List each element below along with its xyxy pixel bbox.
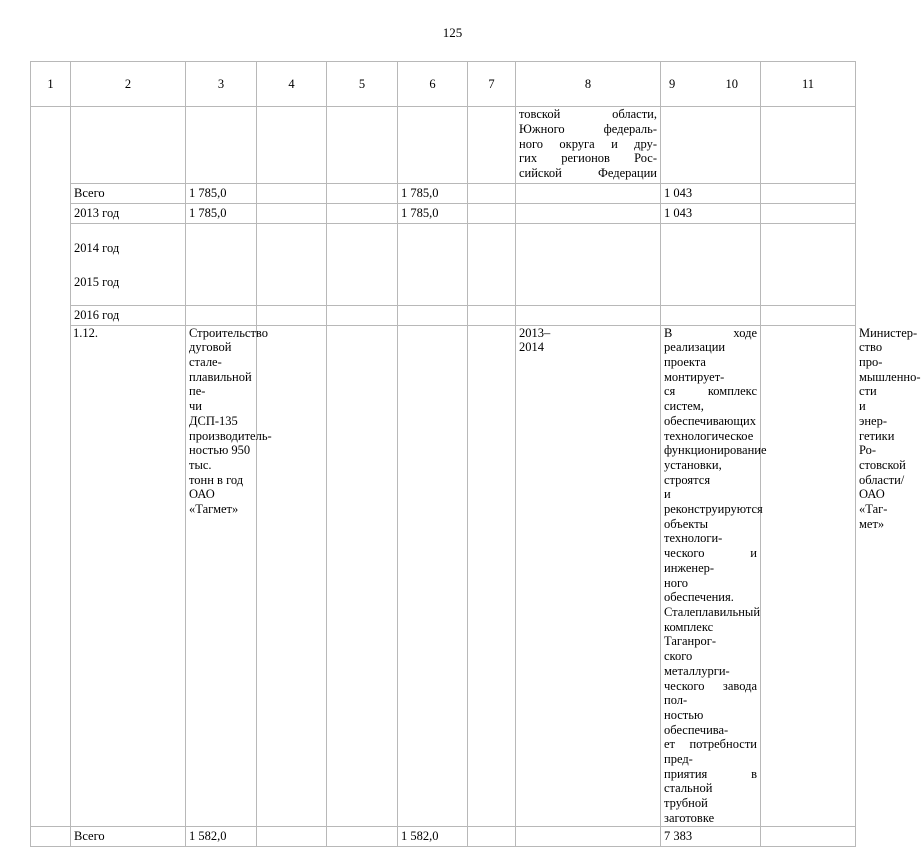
cell <box>71 107 186 184</box>
header-cell: 11 <box>761 62 856 107</box>
header-cell: 3 <box>186 62 257 107</box>
cell <box>468 224 516 306</box>
item-period: 2013– 2014 <box>516 325 661 826</box>
cell <box>468 184 516 204</box>
cell <box>327 184 398 204</box>
cell <box>761 826 856 846</box>
description-continued: товской области, Южного федераль- ного округа и дру- гих регионов Рос- сийской Федерации <box>516 107 661 184</box>
header-row <box>31 62 856 107</box>
row-label: 2013 год <box>71 204 186 224</box>
cell <box>186 107 257 184</box>
cell <box>257 325 327 826</box>
cell <box>761 107 856 184</box>
header-cell: 9 <box>669 76 676 91</box>
cell <box>398 224 468 306</box>
row-label: Всего <box>71 184 186 204</box>
number-cell <box>31 826 71 846</box>
cell <box>327 107 398 184</box>
row-label-years <box>71 224 186 306</box>
cell <box>516 204 661 224</box>
cell <box>761 224 856 306</box>
value-col9: 1 043 <box>661 204 761 224</box>
value-col6: 1 785,0 <box>398 204 468 224</box>
page-number: 125 <box>442 25 463 40</box>
value-col9: 1 043 <box>661 184 761 204</box>
header-cell-9-10 <box>661 62 761 107</box>
cell <box>661 305 761 325</box>
cell <box>398 107 468 184</box>
header-cell: 8 <box>516 62 661 107</box>
cell <box>516 305 661 325</box>
header-cell: 2 <box>71 62 186 107</box>
cell <box>516 826 661 846</box>
cell <box>398 305 468 325</box>
cell <box>327 826 398 846</box>
cell <box>761 204 856 224</box>
item-number: 1.12. <box>71 325 186 826</box>
cell <box>327 305 398 325</box>
item-name: Строительство дуговой стале- плавильной пе- чи ДСП-135 производитель- ностью 950 тыс. тонн в год ОАО «Тагмет» <box>186 325 257 826</box>
cell <box>257 826 327 846</box>
item-description: В ходе реализации проекта монтирует- ся комплекс систем, обеспечивающих технологическое функционирование установки, строятся и реконструируются объекты технологи- ческого и инженер- ного обеспечения. Сталеплавильный комплекс Таганрог- ского металлурги- ческого завода пол- ностью обеспечива- ет потребности пред- приятия в стальной трубной заготовке <box>661 325 761 826</box>
number-cell <box>31 107 71 826</box>
value-col6: 1 785,0 <box>398 184 468 204</box>
row-label: 2016 год <box>71 305 186 325</box>
table-row: 1.12. Строительство дуговой стале- плавильной пе- чи ДСП-135 производитель- ностью 950 тыс. тонн в год ОАО «Тагмет» 2013– 2014 В ходе реализации проекта монтирует- ся комплекс систем, обеспечивающих технологическое функционирование установки, строятся и реконструируются объекты технологи- ческого и инженер- ного обеспечения. Сталеплавильный комплекс Таганрог- ского металлурги- ческого завода пол- ностью обеспечива- ет потребности пред- приятия в стальной трубной заготовке Министер- ство про- мышленно- сти и энер- гетики Ро- стовской области/ ОАО «Таг- мет» <box>31 325 856 826</box>
value-col9: 7 383 <box>661 826 761 846</box>
table-row <box>31 224 856 306</box>
header-cell: 10 <box>725 76 738 91</box>
table-row <box>31 107 856 184</box>
cell <box>761 325 856 826</box>
value-col3: 1 785,0 <box>186 184 257 204</box>
cell <box>761 184 856 204</box>
cell <box>661 224 761 306</box>
cell <box>186 305 257 325</box>
header-cell: 7 <box>468 62 516 107</box>
cell <box>398 325 468 826</box>
cell <box>327 325 398 826</box>
cell <box>186 224 257 306</box>
cell <box>468 826 516 846</box>
header-cell: 1 <box>31 62 71 107</box>
value-col3: 1 785,0 <box>186 204 257 224</box>
cell <box>761 305 856 325</box>
cell <box>327 204 398 224</box>
header-cell: 6 <box>398 62 468 107</box>
table-row <box>31 826 856 846</box>
value-col3: 1 582,0 <box>186 826 257 846</box>
cell <box>468 325 516 826</box>
header-cell: 4 <box>257 62 327 107</box>
cell <box>327 224 398 306</box>
cell <box>516 184 661 204</box>
cell <box>257 224 327 306</box>
cell <box>257 305 327 325</box>
row-label: 2014 год <box>74 240 120 255</box>
table-row <box>31 184 856 204</box>
value-col6: 1 582,0 <box>398 826 468 846</box>
cell <box>468 305 516 325</box>
row-label: Всего <box>71 826 186 846</box>
budget-table <box>30 61 921 847</box>
header-cell: 5 <box>327 62 398 107</box>
cell <box>468 107 516 184</box>
cell <box>257 184 327 204</box>
cell <box>516 224 661 306</box>
table-row <box>31 305 856 325</box>
cell <box>257 204 327 224</box>
row-label: 2015 год <box>74 275 120 290</box>
cell <box>257 107 327 184</box>
cell <box>468 204 516 224</box>
cell <box>661 107 761 184</box>
table-row <box>31 204 856 224</box>
